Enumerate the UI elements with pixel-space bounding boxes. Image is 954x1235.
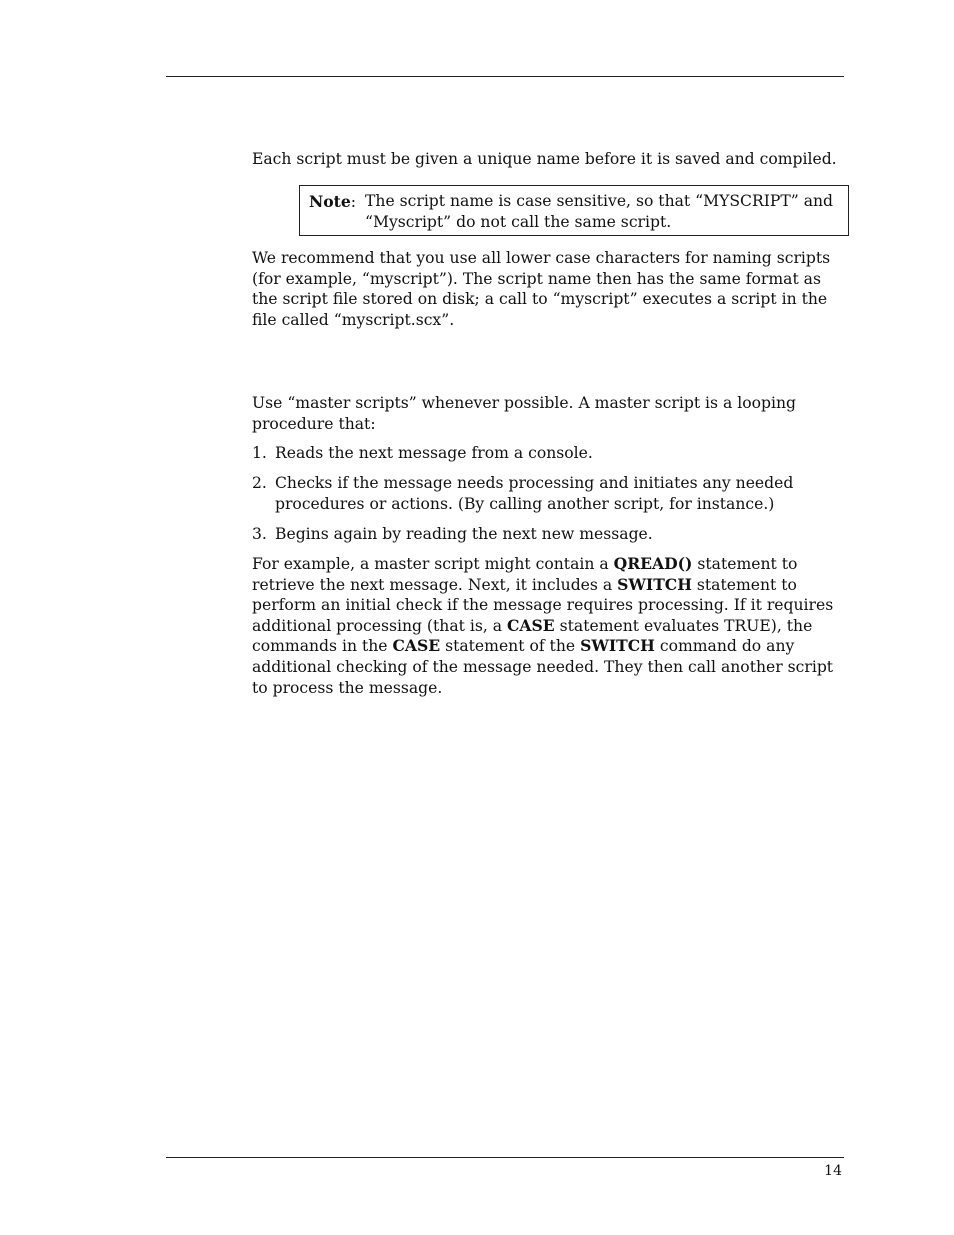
master-scripts-paragraph: Use “master scripts” whenever possible. A master script is a looping procedure that: <box>252 394 797 433</box>
note-box <box>299 185 849 236</box>
step-number: 2. <box>252 474 267 492</box>
step-number: 1. <box>252 444 267 462</box>
step-number: 3. <box>252 525 267 543</box>
keyword-qread: QREAD() <box>613 554 693 573</box>
step-text: Checks if the message needs processing and initiates any needed procedures or actions. (By calling another script, for instance.) <box>275 474 794 513</box>
example-paragraph: For example, a master script might contain a QREAD() statement to retrieve the next message. Next, it includes a SWITCH statement to perform an initial check if the message requires processing. If it requires additional processing (that is, a CASE statement evaluates TRUE), the commands in the CASE statement of the SWITCH command do any additional checking of the message needed. They then call another script to process the message. <box>252 554 834 697</box>
keyword-case: CASE <box>392 636 441 656</box>
intro-paragraph: Each script must be given a unique name before it is saved and compiled. <box>252 150 837 168</box>
footer-rule <box>166 1157 844 1158</box>
recommendation-paragraph: We recommend that you use all lower case characters for naming scripts (for example, “myscript”). The script name then has the same format as the script file stored on disk; a call to “myscript” executes a script in the file called “myscript.scx”. <box>252 249 831 329</box>
page-number: 14 <box>824 1163 842 1179</box>
step-text: Begins again by reading the next new message. <box>275 525 653 543</box>
note-text: The script name is case sensitive, so that “MYSCRIPT” and “Myscript” do not call the same script. <box>365 192 834 231</box>
keyword-switch: SWITCH <box>617 574 692 594</box>
keyword-switch: SWITCH <box>580 636 655 656</box>
note-label: Note: <box>309 192 357 211</box>
header-rule <box>166 76 844 77</box>
keyword-case: CASE <box>507 615 555 635</box>
step-text: Reads the next message from a console. <box>275 444 593 462</box>
